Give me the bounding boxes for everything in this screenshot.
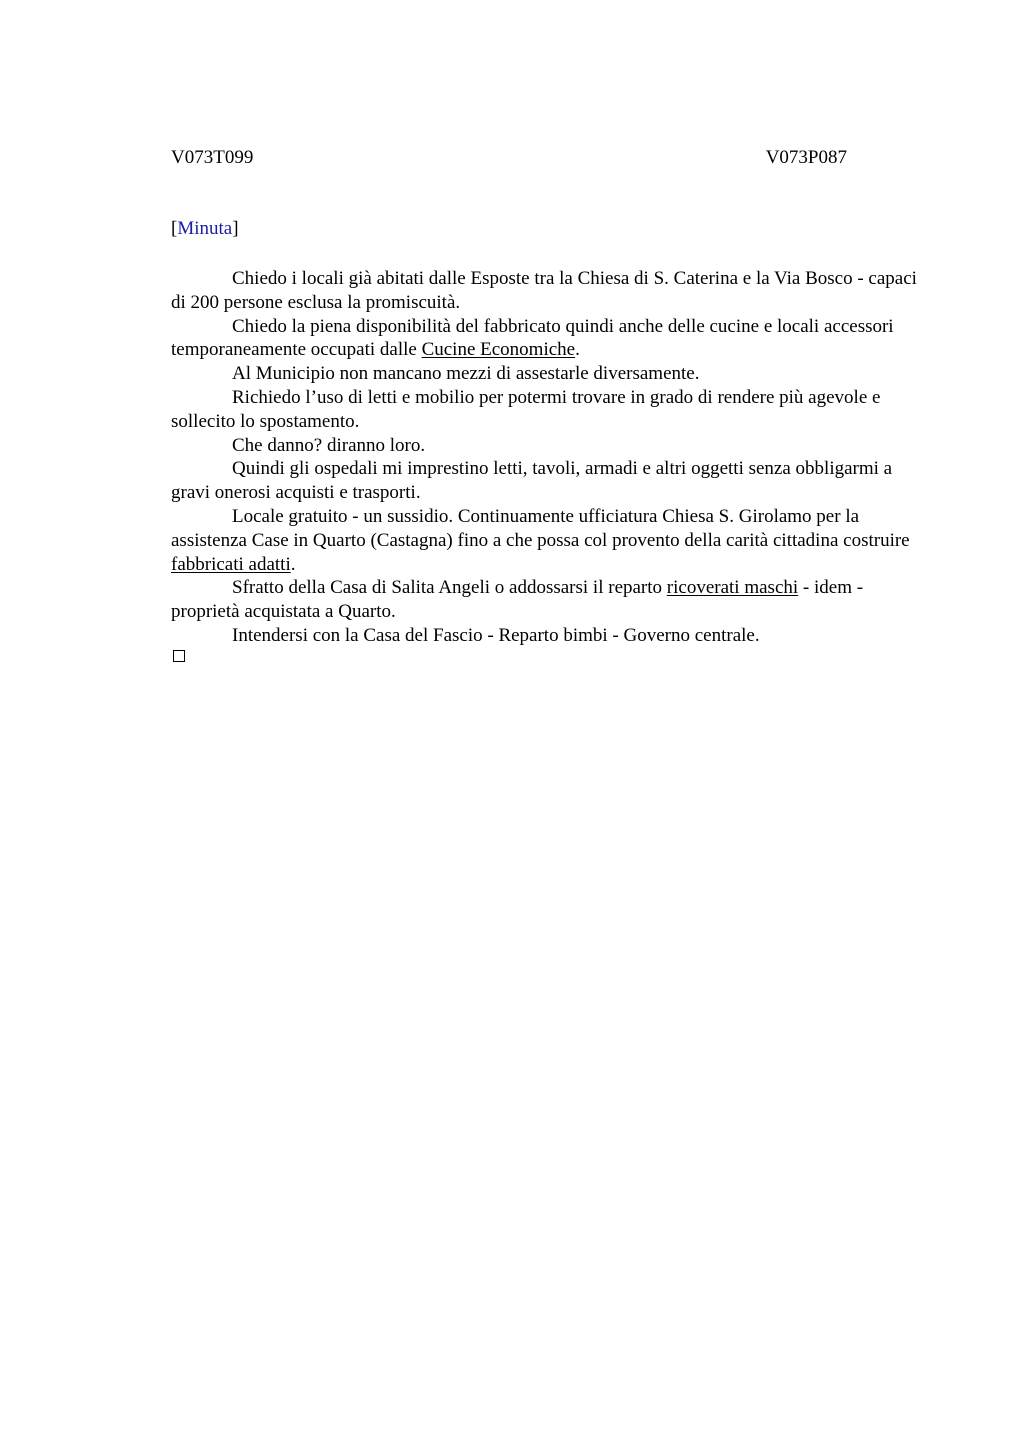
square-outline-icon	[173, 650, 185, 662]
paragraph: Intendersi con la Casa del Fascio - Reparto bimbi - Governo centrale.	[232, 624, 760, 646]
minuta-link[interactable]: Minuta	[177, 218, 233, 239]
paragraph: Quindi gli ospedali mi imprestino letti, tavoli, armadi e altri oggetti senza obbligarmi a gravi onerosi acquisti e trasporti.	[171, 458, 893, 504]
paragraph: Chiedo i locali già abitati dalle Esposte tra la Chiesa di S. Caterina e la Via Bosco - capaci di 200 persone esclusa la promiscuità.	[171, 268, 917, 313]
underlined-phrase: fabbricati adatti	[171, 553, 291, 575]
paragraph: Locale gratuito - un sussidio. Continuamente ufficiatura Chiesa S. Girolamo per la assistenza Case in Quarto (Castagna) fino a che possa col provento della carità cittadina costruire fabbricati adatti.	[171, 505, 910, 575]
volume-page-code: V073P087	[765, 147, 847, 168]
underlined-phrase: ricoverati maschi	[666, 577, 799, 599]
bracket-open: [	[171, 218, 178, 239]
paragraph: Sfratto della Casa di Salita Angeli o addossarsi il reparto ricoverati maschi - idem - proprietà acquistata a Quarto.	[171, 577, 864, 623]
underlined-phrase: Cucine Economiche	[421, 339, 576, 361]
paragraph: Chiedo la piena disponibilità del fabbricato quindi anche delle cucine e locali accessori temporaneamente occupati dalle Cucine Economiche.	[171, 315, 894, 361]
paragraph: Che danno? diranno loro.	[232, 434, 426, 456]
section-label	[171, 218, 239, 240]
volume-text-code: V073T099	[171, 147, 254, 168]
letter-body	[171, 267, 931, 648]
paragraph: Al Municipio non mancano mezzi di assestarle diversamente.	[232, 363, 700, 385]
bracket-close: ]	[232, 218, 239, 239]
paragraph: Richiedo l’uso di letti e mobilio per potermi trovare in grado di rendere più agevole e sollecito lo spostamento.	[171, 386, 881, 432]
